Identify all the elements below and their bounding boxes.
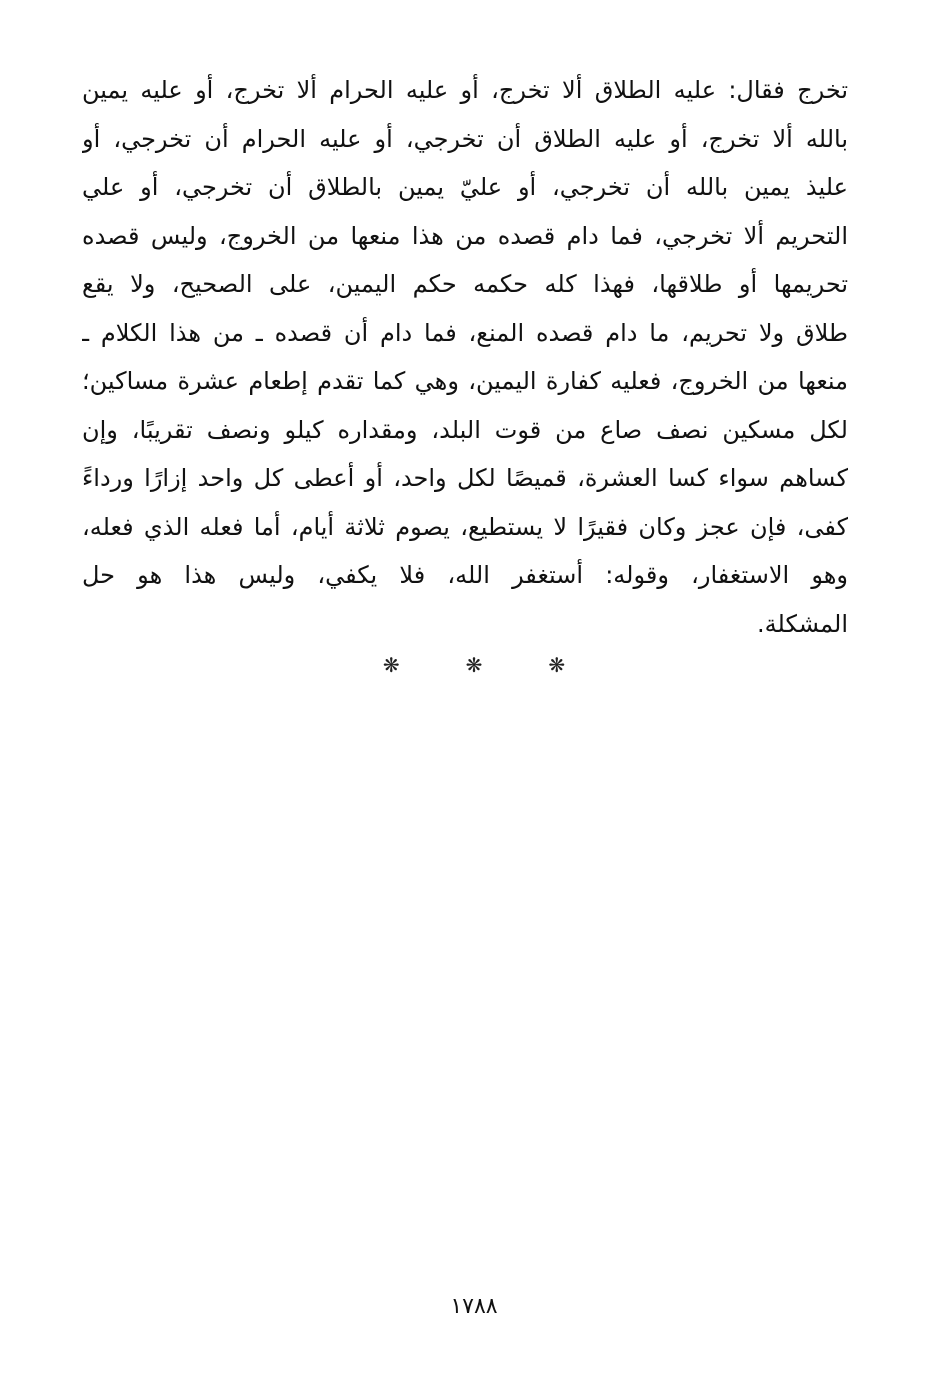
text-line: تحريمها أو طلاقها، فهذا كله حكمه حكم اليمين، على الصحيح، ولا يقع [82,270,848,298]
text-line-last: المشكلة. [757,609,848,638]
section-separator [0,650,948,680]
text-line: تخرج فقال: عليه الطلاق ألا تخرج، أو عليه الحرام ألا تخرج، أو عليه يمين [82,76,848,104]
text-line: التحريم ألا تخرجي، فما دام قصده من هذا منعها من الخروج، وليس قصده [82,221,848,250]
text-line: منعها من الخروج، فعليه كفارة اليمين، وهي كما تقدم إطعام عشرة مساكين؛ [82,367,848,395]
text-line: كفى، فإن عجز وكان فقيرًا لا يستطيع، يصوم ثلاثة أيام، أما فعله الذي فعله، [82,512,848,541]
page-number: ١٧٨٨ [450,1294,498,1319]
asterism-icon: ❋ [548,653,566,677]
text-line: عليذ يمين بالله أن تخرجي، أو عليّ يمين بالطلاق أن تخرجي، أو علي [82,173,848,201]
text-line: بالله ألا تخرج، أو عليه الطلاق أن تخرجي، أو عليه الحرام أن تخرجي، أو [82,124,848,153]
asterism-icon: ❋ [382,653,400,677]
text-line: لكل مسكين نصف صاع من قوت البلد، ومقداره كيلو ونصف تقريبًا، وإن [82,415,848,444]
text-line: طلاق ولا تحريم، ما دام قصده المنع، فما دام أن قصده ـ من هذا الكلام ـ [82,318,848,347]
text-line: وهو الاستغفار، وقوله: أستغفر الله، فلا يكفي، وليس هذا هو حل [82,561,848,589]
asterism-icon: ❋ [465,653,483,677]
text-line: كساهم سواء كسا العشرة، قميصًا لكل واحد، أو أعطى كل واحد إزارًا ورداءً [82,464,848,492]
body-paragraph [82,70,848,652]
